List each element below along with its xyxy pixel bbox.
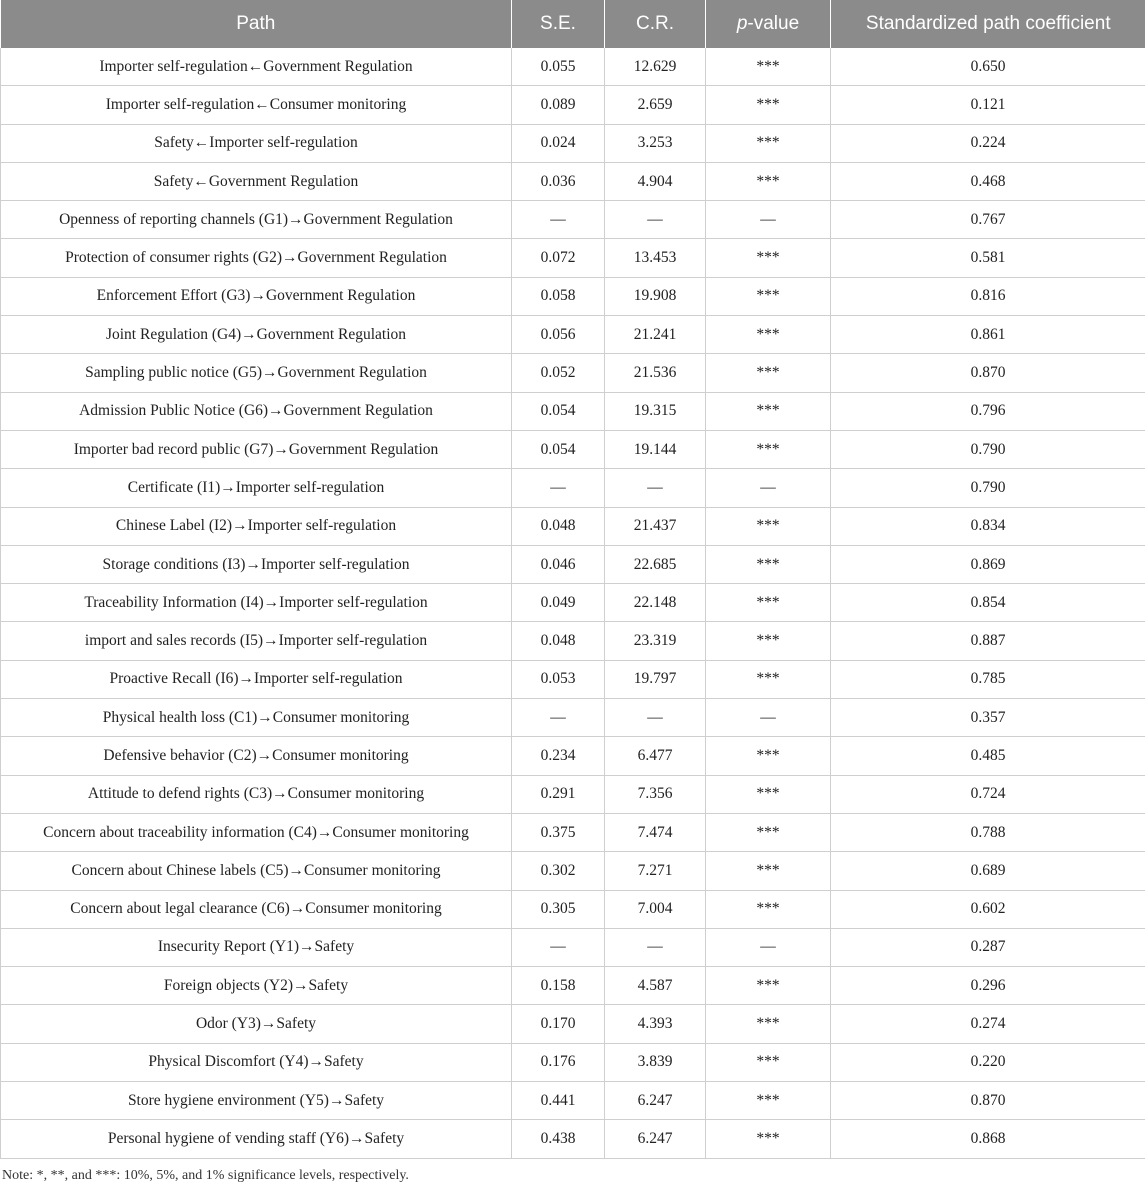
cell-se: 0.055 [512, 48, 605, 86]
cell-p-value: *** [706, 775, 831, 813]
cell-path: Concern about traceability information (C4)→Consumer monitoring [1, 813, 512, 851]
cell-coefficient: 0.861 [831, 316, 1145, 354]
table-row [1, 852, 1145, 890]
cell-p-value: *** [706, 622, 831, 660]
cell-p-value: — [706, 201, 831, 239]
cell-path: Attitude to defend rights (C3)→Consumer monitoring [1, 775, 512, 813]
cell-p-value: *** [706, 852, 831, 890]
cell-coefficient: 0.224 [831, 124, 1145, 162]
table-note: Note: *, **, and ***: 10%, 5%, and 1% significance levels, respectively. [2, 1168, 409, 1183]
cell-cr: 6.247 [605, 1082, 706, 1120]
table-row [1, 699, 1145, 737]
header-path: Path [1, 0, 512, 48]
cell-p-value: — [706, 469, 831, 507]
cell-path: Traceability Information (I4)→Importer self-regulation [1, 584, 512, 622]
cell-p-value: *** [706, 660, 831, 698]
table-row [1, 86, 1145, 124]
cell-path: Enforcement Effort (G3)→Government Regulation [1, 277, 512, 315]
cell-cr: 4.904 [605, 162, 706, 200]
cell-p-value: *** [706, 967, 831, 1005]
cell-coefficient: 0.650 [831, 48, 1145, 86]
cell-coefficient: 0.854 [831, 584, 1145, 622]
table-row [1, 162, 1145, 200]
cell-cr: 13.453 [605, 239, 706, 277]
table-row [1, 928, 1145, 966]
cell-coefficient: 0.796 [831, 392, 1145, 430]
cell-path: Concern about Chinese labels (C5)→Consumer monitoring [1, 852, 512, 890]
cell-se: 0.441 [512, 1082, 605, 1120]
cell-path: Chinese Label (I2)→Importer self-regulation [1, 507, 512, 545]
cell-coefficient: 0.834 [831, 507, 1145, 545]
cell-coefficient: 0.790 [831, 430, 1145, 468]
cell-se: 0.375 [512, 813, 605, 851]
table-row [1, 1120, 1145, 1158]
cell-cr: 7.271 [605, 852, 706, 890]
cell-cr: — [605, 699, 706, 737]
cell-se: 0.089 [512, 86, 605, 124]
cell-coefficient: 0.785 [831, 660, 1145, 698]
cell-cr: 4.393 [605, 1005, 706, 1043]
cell-se: 0.048 [512, 622, 605, 660]
cell-cr: 21.241 [605, 316, 706, 354]
cell-cr: 22.148 [605, 584, 706, 622]
cell-cr: 19.797 [605, 660, 706, 698]
cell-se: 0.438 [512, 1120, 605, 1158]
cell-p-value: *** [706, 316, 831, 354]
cell-p-value: *** [706, 1043, 831, 1081]
cell-path: Importer self-regulation←Government Regulation [1, 48, 512, 86]
cell-coefficient: 0.869 [831, 545, 1145, 583]
header-cr: C.R. [605, 0, 706, 48]
header-p-value [706, 0, 831, 48]
table-row [1, 1005, 1145, 1043]
cell-cr: 22.685 [605, 545, 706, 583]
cell-se: 0.046 [512, 545, 605, 583]
cell-p-value: *** [706, 354, 831, 392]
cell-p-value: *** [706, 1120, 831, 1158]
table-row [1, 354, 1145, 392]
cell-path: Concern about legal clearance (C6)→Consumer monitoring [1, 890, 512, 928]
cell-p-value: *** [706, 86, 831, 124]
cell-coefficient: 0.689 [831, 852, 1145, 890]
cell-path: Importer self-regulation←Consumer monitoring [1, 86, 512, 124]
cell-p-value: — [706, 928, 831, 966]
cell-se: 0.056 [512, 316, 605, 354]
cell-se: 0.302 [512, 852, 605, 890]
table-row [1, 1082, 1145, 1120]
cell-cr: 7.474 [605, 813, 706, 851]
cell-path: Defensive behavior (C2)→Consumer monitoring [1, 737, 512, 775]
table-row [1, 48, 1145, 86]
cell-cr: — [605, 201, 706, 239]
cell-cr: — [605, 469, 706, 507]
cell-p-value: — [706, 699, 831, 737]
cell-coefficient: 0.581 [831, 239, 1145, 277]
cell-coefficient: 0.121 [831, 86, 1145, 124]
cell-se: 0.170 [512, 1005, 605, 1043]
cell-cr: 12.629 [605, 48, 706, 86]
cell-path: Personal hygiene of vending staff (Y6)→Safety [1, 1120, 512, 1158]
cell-coefficient: 0.602 [831, 890, 1145, 928]
cell-path: Joint Regulation (G4)→Government Regulation [1, 316, 512, 354]
table-row [1, 430, 1145, 468]
cell-p-value: *** [706, 890, 831, 928]
cell-p-value: *** [706, 584, 831, 622]
cell-path: Storage conditions (I3)→Importer self-regulation [1, 545, 512, 583]
cell-path: Certificate (I1)→Importer self-regulation [1, 469, 512, 507]
cell-cr: 6.247 [605, 1120, 706, 1158]
cell-coefficient: 0.220 [831, 1043, 1145, 1081]
cell-path: Safety←Importer self-regulation [1, 124, 512, 162]
cell-p-value: *** [706, 124, 831, 162]
cell-se: 0.234 [512, 737, 605, 775]
cell-coefficient: 0.724 [831, 775, 1145, 813]
cell-cr: 7.356 [605, 775, 706, 813]
table-row [1, 239, 1145, 277]
cell-path: Openness of reporting channels (G1)→Government Regulation [1, 201, 512, 239]
table-row [1, 124, 1145, 162]
cell-se: 0.158 [512, 967, 605, 1005]
cell-path: Physical health loss (C1)→Consumer monitoring [1, 699, 512, 737]
table-row [1, 1043, 1145, 1081]
cell-coefficient: 0.788 [831, 813, 1145, 851]
cell-se: — [512, 469, 605, 507]
cell-cr: 19.908 [605, 277, 706, 315]
cell-se: — [512, 201, 605, 239]
cell-se: — [512, 928, 605, 966]
cell-path: Sampling public notice (G5)→Government Regulation [1, 354, 512, 392]
header-p-suffix: -value [747, 13, 800, 34]
cell-cr: 7.004 [605, 890, 706, 928]
cell-cr: 3.253 [605, 124, 706, 162]
table-row [1, 660, 1145, 698]
cell-p-value: *** [706, 239, 831, 277]
cell-cr: 21.437 [605, 507, 706, 545]
table-row [1, 392, 1145, 430]
cell-path: Importer bad record public (G7)→Government Regulation [1, 430, 512, 468]
cell-coefficient: 0.790 [831, 469, 1145, 507]
cell-coefficient: 0.296 [831, 967, 1145, 1005]
table-row [1, 890, 1145, 928]
cell-path: Physical Discomfort (Y4)→Safety [1, 1043, 512, 1081]
cell-se: 0.036 [512, 162, 605, 200]
cell-cr: 21.536 [605, 354, 706, 392]
cell-se: 0.291 [512, 775, 605, 813]
cell-se: 0.305 [512, 890, 605, 928]
cell-p-value: *** [706, 737, 831, 775]
cell-se: 0.049 [512, 584, 605, 622]
cell-path: Odor (Y3)→Safety [1, 1005, 512, 1043]
cell-se: 0.024 [512, 124, 605, 162]
cell-path: Admission Public Notice (G6)→Government Regulation [1, 392, 512, 430]
cell-se: 0.053 [512, 660, 605, 698]
table-row [1, 277, 1145, 315]
cell-se: 0.048 [512, 507, 605, 545]
cell-cr: — [605, 928, 706, 966]
table-row [1, 967, 1145, 1005]
cell-cr: 23.319 [605, 622, 706, 660]
cell-coefficient: 0.468 [831, 162, 1145, 200]
cell-coefficient: 0.868 [831, 1120, 1145, 1158]
cell-p-value: *** [706, 162, 831, 200]
cell-cr: 2.659 [605, 86, 706, 124]
cell-p-value: *** [706, 507, 831, 545]
cell-path: Safety←Government Regulation [1, 162, 512, 200]
table-row [1, 507, 1145, 545]
cell-p-value: *** [706, 430, 831, 468]
cell-se: 0.072 [512, 239, 605, 277]
table-row [1, 775, 1145, 813]
cell-se: 0.054 [512, 430, 605, 468]
table-row [1, 469, 1145, 507]
table-body [1, 48, 1145, 1158]
cell-p-value: *** [706, 392, 831, 430]
cell-cr: 19.144 [605, 430, 706, 468]
table-row [1, 813, 1145, 851]
cell-coefficient: 0.485 [831, 737, 1145, 775]
cell-cr: 4.587 [605, 967, 706, 1005]
cell-cr: 19.315 [605, 392, 706, 430]
cell-coefficient: 0.357 [831, 699, 1145, 737]
cell-path: import and sales records (I5)→Importer self-regulation [1, 622, 512, 660]
table-row [1, 737, 1145, 775]
cell-p-value: *** [706, 545, 831, 583]
cell-cr: 6.477 [605, 737, 706, 775]
cell-path: Protection of consumer rights (G2)→Government Regulation [1, 239, 512, 277]
cell-p-value: *** [706, 277, 831, 315]
cell-se: 0.054 [512, 392, 605, 430]
cell-p-value: *** [706, 1005, 831, 1043]
cell-coefficient: 0.870 [831, 1082, 1145, 1120]
header-standardized-coefficient: Standardized path coefficient [831, 0, 1145, 48]
cell-path: Foreign objects (Y2)→Safety [1, 967, 512, 1005]
cell-se: 0.052 [512, 354, 605, 392]
cell-coefficient: 0.870 [831, 354, 1145, 392]
cell-se: 0.176 [512, 1043, 605, 1081]
table-row [1, 584, 1145, 622]
table-row [1, 545, 1145, 583]
table-row [1, 316, 1145, 354]
header-se: S.E. [512, 0, 605, 48]
cell-coefficient: 0.887 [831, 622, 1145, 660]
cell-p-value: *** [706, 1082, 831, 1120]
cell-se: — [512, 699, 605, 737]
table-row [1, 201, 1145, 239]
table-row [1, 622, 1145, 660]
cell-coefficient: 0.767 [831, 201, 1145, 239]
header-p-italic: p [736, 13, 748, 34]
cell-cr: 3.839 [605, 1043, 706, 1081]
table-header-row [1, 0, 1145, 48]
cell-se: 0.058 [512, 277, 605, 315]
cell-path: Store hygiene environment (Y5)→Safety [1, 1082, 512, 1120]
cell-path: Proactive Recall (I6)→Importer self-regulation [1, 660, 512, 698]
cell-p-value: *** [706, 48, 831, 86]
cell-coefficient: 0.274 [831, 1005, 1145, 1043]
cell-coefficient: 0.816 [831, 277, 1145, 315]
cell-p-value: *** [706, 813, 831, 851]
cell-coefficient: 0.287 [831, 928, 1145, 966]
cell-path: Insecurity Report (Y1)→Safety [1, 928, 512, 966]
